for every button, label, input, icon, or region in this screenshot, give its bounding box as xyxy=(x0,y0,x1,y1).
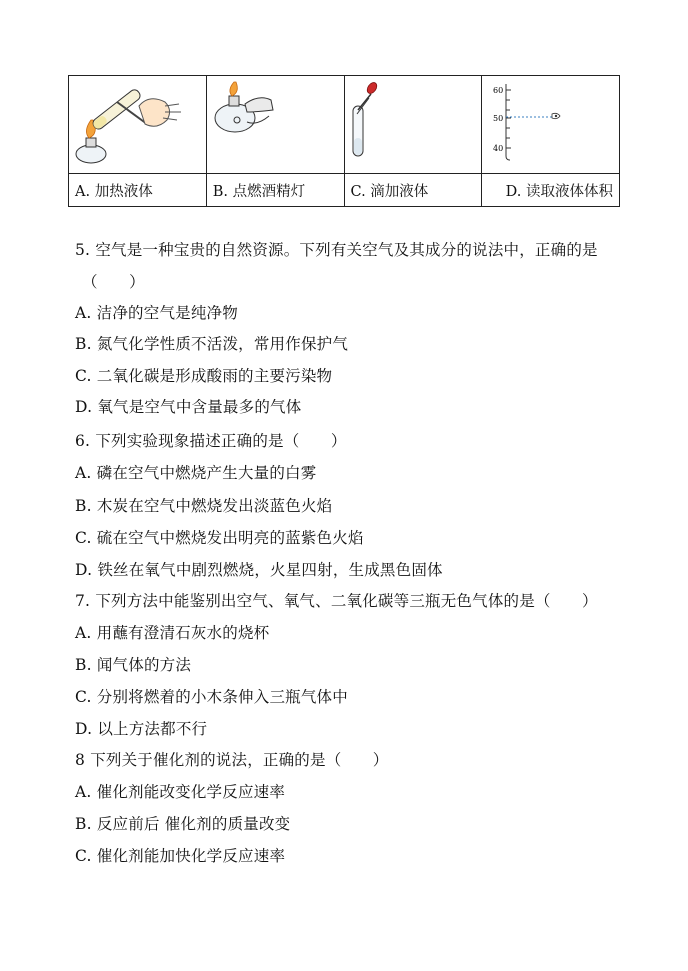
scale-label-60: 60 xyxy=(493,86,504,95)
question-5-option-a: A. 洁净的空气是纯净物 xyxy=(75,304,238,322)
caption-a: A. 加热液体 xyxy=(69,174,207,207)
question-6-option-a: A. 磷在空气中燃烧产生大量的白雾 xyxy=(75,464,317,482)
figure-table xyxy=(68,75,620,207)
question-5-stem: 5. 空气是一种宝贵的自然资源。下列有关空气及其成分的说法中，正确的是 xyxy=(75,241,598,259)
question-5-option-b: B. 氮气化学性质不活泼，常用作保护气 xyxy=(75,335,349,353)
question-5-option-c: C. 二氧化碳是形成酸雨的主要污染物 xyxy=(75,367,333,385)
dropper-test-tube-icon xyxy=(345,76,482,173)
question-8-option-a: A. 催化剂能改变化学反应速率 xyxy=(75,783,286,801)
figure-cell-d xyxy=(482,76,620,174)
question-7-stem: 7. 下列方法中能鉴别出空气、氧气、二氧化碳等三瓶无色气体的是（ ） xyxy=(75,592,598,610)
test-tube-over-lamp-icon xyxy=(69,76,206,173)
caption-b: B. 点燃酒精灯 xyxy=(206,174,344,207)
caption-d: D. 读取液体体积 xyxy=(482,174,620,207)
figure-cell-a xyxy=(69,76,207,174)
figure-cell-c xyxy=(344,76,482,174)
question-7-option-c: C. 分别将燃着的小木条伸入三瓶气体中 xyxy=(75,688,348,706)
question-6-option-d: D. 铁丝在氧气中剧烈燃烧，火星四射，生成黑色固体 xyxy=(75,561,443,579)
question-8-option-c: C. 催化剂能加快化学反应速率 xyxy=(75,847,286,865)
scale-label-40: 40 xyxy=(493,144,504,153)
question-6-stem: 6. 下列实验现象描述正确的是（ ） xyxy=(75,432,347,450)
question-6-option-b: B. 木炭在空气中燃烧发出淡蓝色火焰 xyxy=(75,497,333,515)
scale-label-50: 50 xyxy=(493,114,504,123)
graduated-cylinder-icon xyxy=(482,76,619,173)
lamp-lighting-icon xyxy=(207,76,344,173)
figure-cell-b xyxy=(206,76,344,174)
question-8-option-b: B. 反应前后 催化剂的质量改变 xyxy=(75,815,291,833)
caption-c: C. 滴加液体 xyxy=(344,174,482,207)
question-8-stem: 8 下列关于催化剂的说法，正确的是（ ） xyxy=(75,751,389,769)
question-7-option-d: D. 以上方法都不行 xyxy=(75,720,208,738)
question-5-stem-cont: （ ） xyxy=(82,273,145,291)
question-7-option-a: A. 用蘸有澄清石灰水的烧杯 xyxy=(75,624,270,642)
question-6-option-c: C. 硫在空气中燃烧发出明亮的蓝紫色火焰 xyxy=(75,529,364,547)
question-7-option-b: B. 闻气体的方法 xyxy=(75,656,192,674)
question-5-option-d: D. 氧气是空气中含量最多的气体 xyxy=(75,398,302,416)
